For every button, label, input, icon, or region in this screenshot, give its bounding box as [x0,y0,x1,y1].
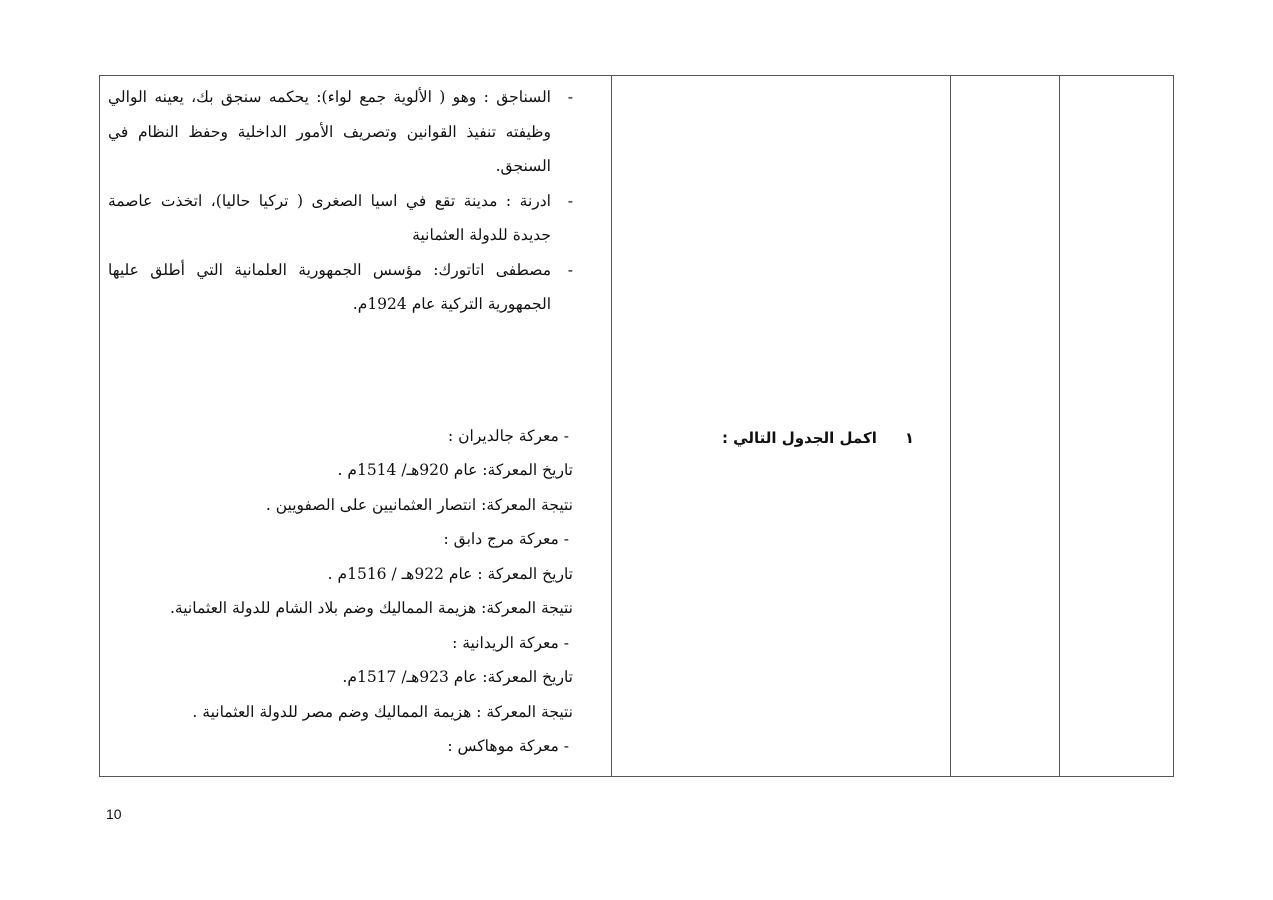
page-number: 10 [106,806,122,822]
blank-space [108,322,573,419]
definition-text: ادرنة : مدينة تقع في اسيا الصغرى ( تركيا حاليا)، اتخذت عاصمة جديدة للدولة العثمانية [108,191,551,244]
battle-name: - معركة مرج دابق : [443,530,569,548]
question-column [612,76,950,776]
bullet-dash: - [567,191,573,210]
column-divider [1059,76,1060,776]
column-divider [950,76,951,776]
content-column [100,76,611,776]
definition-text: السناجق : وهو ( الألوية جمع لواء): يحكمه سنجق بك، يعينه الوالي وظيفته تنفيذ القوانين وتصريف الأمور الداخلية وحفظ النظام في السنجق. [108,88,551,175]
battle-result: نتيجة المعركة: انتصار العثمانيين على الصفويين . [265,495,573,514]
battle-name: - معركة موهاكس : [447,737,569,755]
question-number: ١ [904,429,914,447]
question-prompt [722,429,914,447]
bullet-dash: - [567,88,573,106]
battle-name: - معركة الريدانية : [452,633,569,652]
battle-date: تاريخ المعركة : عام 922هـ / 1516م . [327,564,573,583]
definition-item [108,253,573,322]
lesson-table [99,75,1174,777]
battle-result: نتيجة المعركة: هزيمة المماليك وضم بلاد الشام للدولة العثمانية. [170,599,573,617]
definition-item [108,80,573,184]
definition-text: مصطفى اتاتورك: مؤسس الجمهورية العلمانية التي أطلق عليها الجمهورية التركية عام 1924م. [108,260,551,313]
battle-date: تاريخ المعركة: عام 920هـ/ 1514م . [337,461,573,479]
battle-date: تاريخ المعركة: عام 923هـ/ 1517م. [342,668,573,686]
battle-result: نتيجة المعركة : هزيمة المماليك وضم مصر للدولة العثمانية . [192,702,573,721]
battle-name: - معركة جالديران : [448,426,569,445]
definition-item [108,184,573,253]
bullet-dash: - [567,260,573,279]
question-text: اكمل الجدول التالي : [721,429,877,447]
